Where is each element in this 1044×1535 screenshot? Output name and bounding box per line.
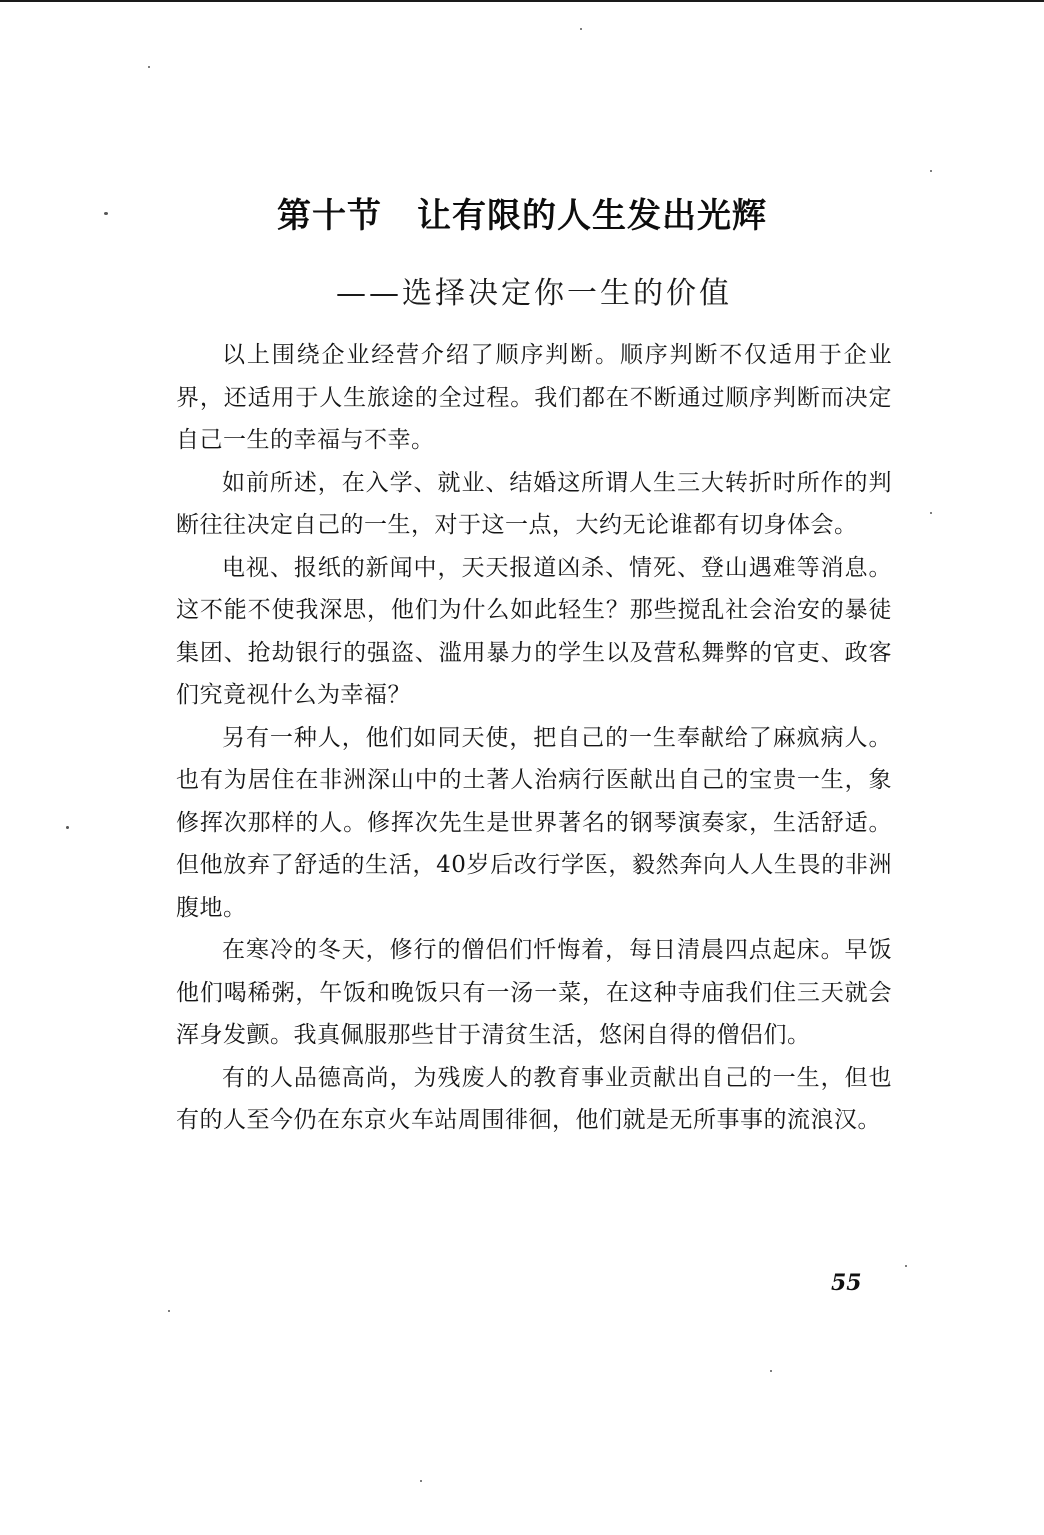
paragraph-3: 电视、报纸的新闻中，天天报道凶杀、情死、登山遇难等消息。这不能不使我深思，他们为什么如此轻生？那些搅乱社会治安的暴徒集团、抢劫银行的强盗、滥用暴力的学生以及营私舞弊的官吏、政客们究竟视什么为幸福？	[176, 554, 892, 708]
section-subtitle: ——选择决定你一生的价值	[336, 276, 732, 311]
paragraph-4: 另有一种人，他们如同天使，把自己的一生奉献给了麻疯病人。也有为居住在非洲深山中的土著人治病行医献出自己的宝贵一生，象修挥次那样的人。修挥次先生是世界著名的钢琴演奏家，生活舒适。但他放弃了舒适的生活，40岁后改行学医，毅然奔向人人生畏的非洲腹地。	[176, 724, 892, 921]
scan-speck	[148, 66, 150, 68]
scan-speck	[905, 1265, 907, 1267]
scan-speck	[580, 28, 582, 30]
scan-speck	[930, 170, 932, 172]
body-text	[176, 334, 892, 1142]
scan-speck	[420, 1480, 422, 1482]
top-border-line	[0, 0, 1044, 2]
scan-speck	[930, 512, 932, 514]
section-title: 第十节 让有限的人生发出光辉	[277, 196, 767, 236]
scan-speck	[168, 1310, 170, 1312]
paragraph-6: 有的人品德高尚，为残废人的教育事业贡献出自己的一生，但也有的人至今仍在东京火车站周围徘徊，他们就是无所事事的流浪汉。	[176, 1064, 892, 1133]
paragraph-2: 如前所述，在入学、就业、结婚这所谓人生三大转折时所作的判断往往决定自己的一生，对于这一点，大约无论谁都有切身体会。	[176, 469, 892, 538]
page-number: 55	[831, 1270, 862, 1296]
paragraph-1: 以上围绕企业经营介绍了顺序判断。顺序判断不仅适用于企业界，还适用于人生旅途的全过程。我们都在不断通过顺序判断而决定自己一生的幸福与不幸。	[176, 342, 892, 453]
paragraph-5: 在寒冷的冬天，修行的僧侣们忏悔着，每日清晨四点起床。早饭他们喝稀粥，午饭和晚饭只有一汤一菜，在这种寺庙我们住三天就会浑身发颤。我真佩服那些甘于清贫生活，悠闲自得的僧侣们。	[176, 937, 892, 1048]
scan-speck	[66, 826, 69, 829]
scan-speck	[770, 1370, 772, 1372]
scan-speck	[104, 212, 108, 215]
